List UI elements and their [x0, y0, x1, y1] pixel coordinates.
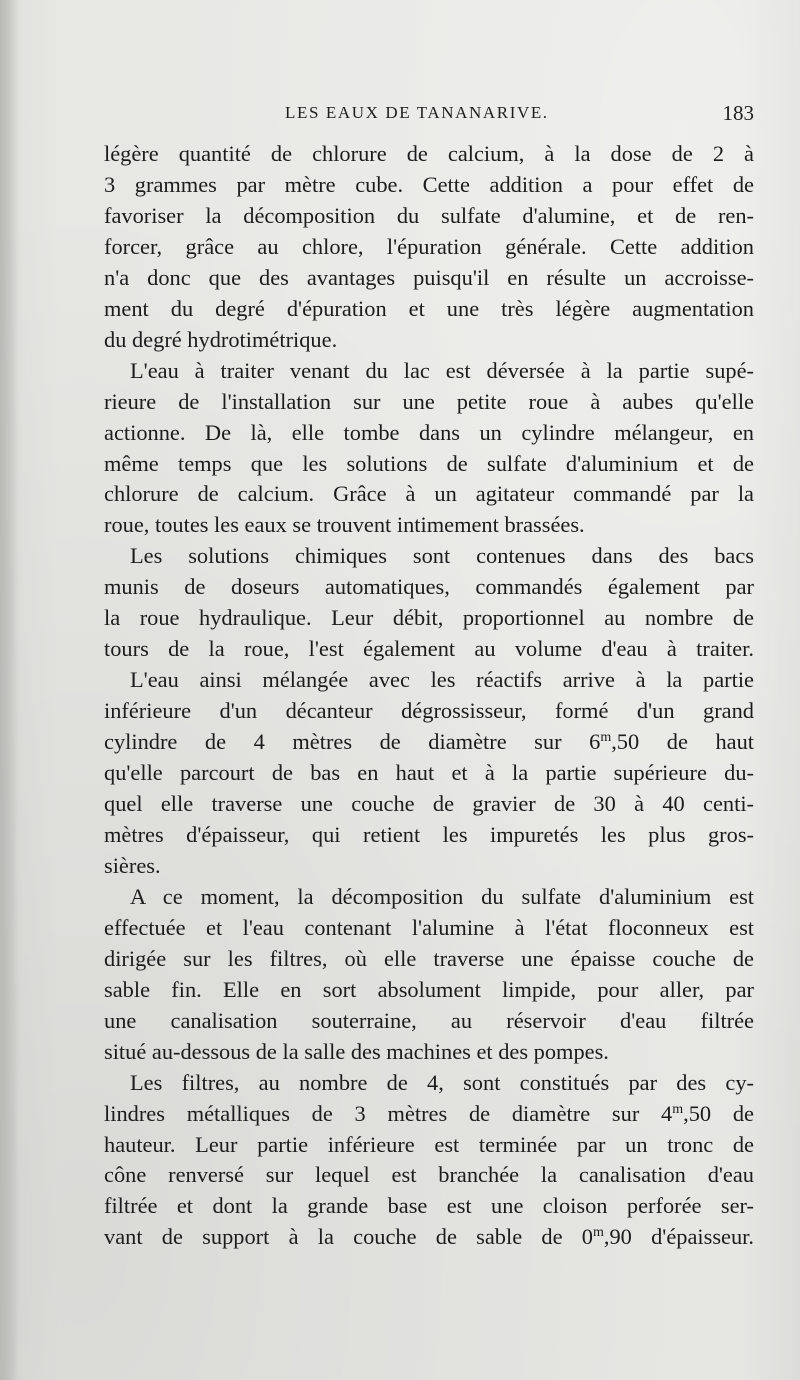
- text-line: n'a donc que des avantages puisqu'il en résulte un accroisse-: [104, 264, 754, 290]
- text-line: la roue hydraulique. Leur débit, proportionnel au nombre de: [104, 605, 754, 631]
- text-line: tours de la roue, l'est également au volume d'eau à traiter.: [104, 636, 754, 662]
- text-fragment: vant de support à la couche de sable de 0: [104, 1224, 593, 1250]
- paragraph: [104, 541, 754, 665]
- paragraph: [104, 1068, 754, 1254]
- page-number: 183: [722, 101, 754, 125]
- text-line: qu'elle parcourt de bas en haut et à la partie supérieure du-: [104, 760, 754, 786]
- text-line: légère quantité de chlorure de calcium, à la dose de 2 à: [104, 141, 754, 166]
- text-line: actionne. De là, elle tombe dans un cylindre mélangeur, en: [104, 419, 754, 445]
- text-line: situé au-dessous de la salle des machines et des pompes.: [104, 1038, 609, 1064]
- paragraph: [104, 356, 754, 542]
- text-fragment: ,90 d'épaisseur.: [603, 1224, 754, 1250]
- paragraph: [104, 882, 754, 1068]
- text-line: L'eau ainsi mélangée avec les réactifs arrive à la partie: [130, 667, 754, 693]
- text-line: sières.: [104, 852, 161, 878]
- text-line: sable fin. Elle en sort absolument limpide, pour aller, par: [104, 976, 754, 1002]
- paragraph: [104, 665, 754, 882]
- paragraph: [104, 139, 754, 356]
- text-fragment: cylindre de 4 mètres de diamètre sur 6: [104, 729, 601, 755]
- text-line: favoriser la décomposition du sulfate d'alumine, et de ren-: [104, 202, 754, 228]
- text-line: filtrée et dont la grande base est une cloison perforée ser-: [104, 1193, 754, 1219]
- text-line: chlorure de calcium. Grâce à un agitateur commandé par la: [104, 481, 754, 507]
- running-title: LES EAUX DE TANANARIVE.: [285, 103, 549, 122]
- text-line: même temps que les solutions de sulfate d'aluminium et de: [104, 450, 754, 476]
- text-line: Les filtres, au nombre de 4, sont constitués par des cy-: [130, 1069, 754, 1095]
- text-fragment: ,50 de: [683, 1100, 754, 1126]
- text-line: du degré hydrotimétrique.: [104, 326, 338, 352]
- text-fragment: lindres métalliques de 3 mètres de diamètre sur 4: [104, 1100, 673, 1126]
- text-line: [104, 727, 754, 758]
- text-line: effectuée et l'eau contenant l'alumine à l'état floconneux est: [104, 914, 754, 940]
- text-line: A ce moment, la décomposition du sulfate d'aluminium est: [130, 883, 754, 909]
- superscript: m: [600, 730, 612, 746]
- text-line: dirigée sur les filtres, où elle traverse une épaisse couche de: [104, 945, 754, 971]
- text-line: quel elle traverse une couche de gravier de 30 à 40 centi-: [104, 791, 754, 817]
- text-line: une canalisation souterraine, au réservoir d'eau filtrée: [104, 1007, 754, 1033]
- text-line: ment du degré d'épuration et une très légère augmentation: [104, 295, 754, 321]
- text-line: forcer, grâce au chlore, l'épuration générale. Cette addition: [104, 233, 754, 259]
- text-line: [104, 1222, 754, 1253]
- text-line: Les solutions chimiques sont contenues dans des bacs: [130, 543, 754, 569]
- text-line: mètres d'épaisseur, qui retient les impuretés les plus gros-: [104, 821, 754, 847]
- text-line: hauteur. Leur partie inférieure est terminée par un tronc de: [104, 1131, 754, 1157]
- text-line: 3 grammes par mètre cube. Cette addition a pour effet de: [104, 171, 754, 197]
- superscript: m: [592, 1225, 604, 1241]
- text-line: rieure de l'installation sur une petite roue à aubes qu'elle: [104, 388, 754, 414]
- text-line: [104, 1099, 754, 1130]
- text-line: munis de doseurs automatiques, commandés également par: [104, 574, 754, 600]
- text-line: cône renversé sur lequel est branchée la canalisation d'eau: [104, 1162, 754, 1188]
- binding-shadow: [0, 0, 18, 1380]
- text-line: inférieure d'un décanteur dégrossisseur, formé d'un grand: [104, 698, 754, 724]
- text-line: roue, toutes les eaux se trouvent intimement brassées.: [104, 512, 585, 538]
- page-header: [104, 103, 754, 131]
- body-text: [104, 139, 754, 1253]
- superscript: m: [672, 1101, 684, 1117]
- text-line: L'eau à traiter venant du lac est déversée à la partie supé-: [130, 357, 754, 383]
- text-fragment: ,50 de haut: [611, 729, 754, 755]
